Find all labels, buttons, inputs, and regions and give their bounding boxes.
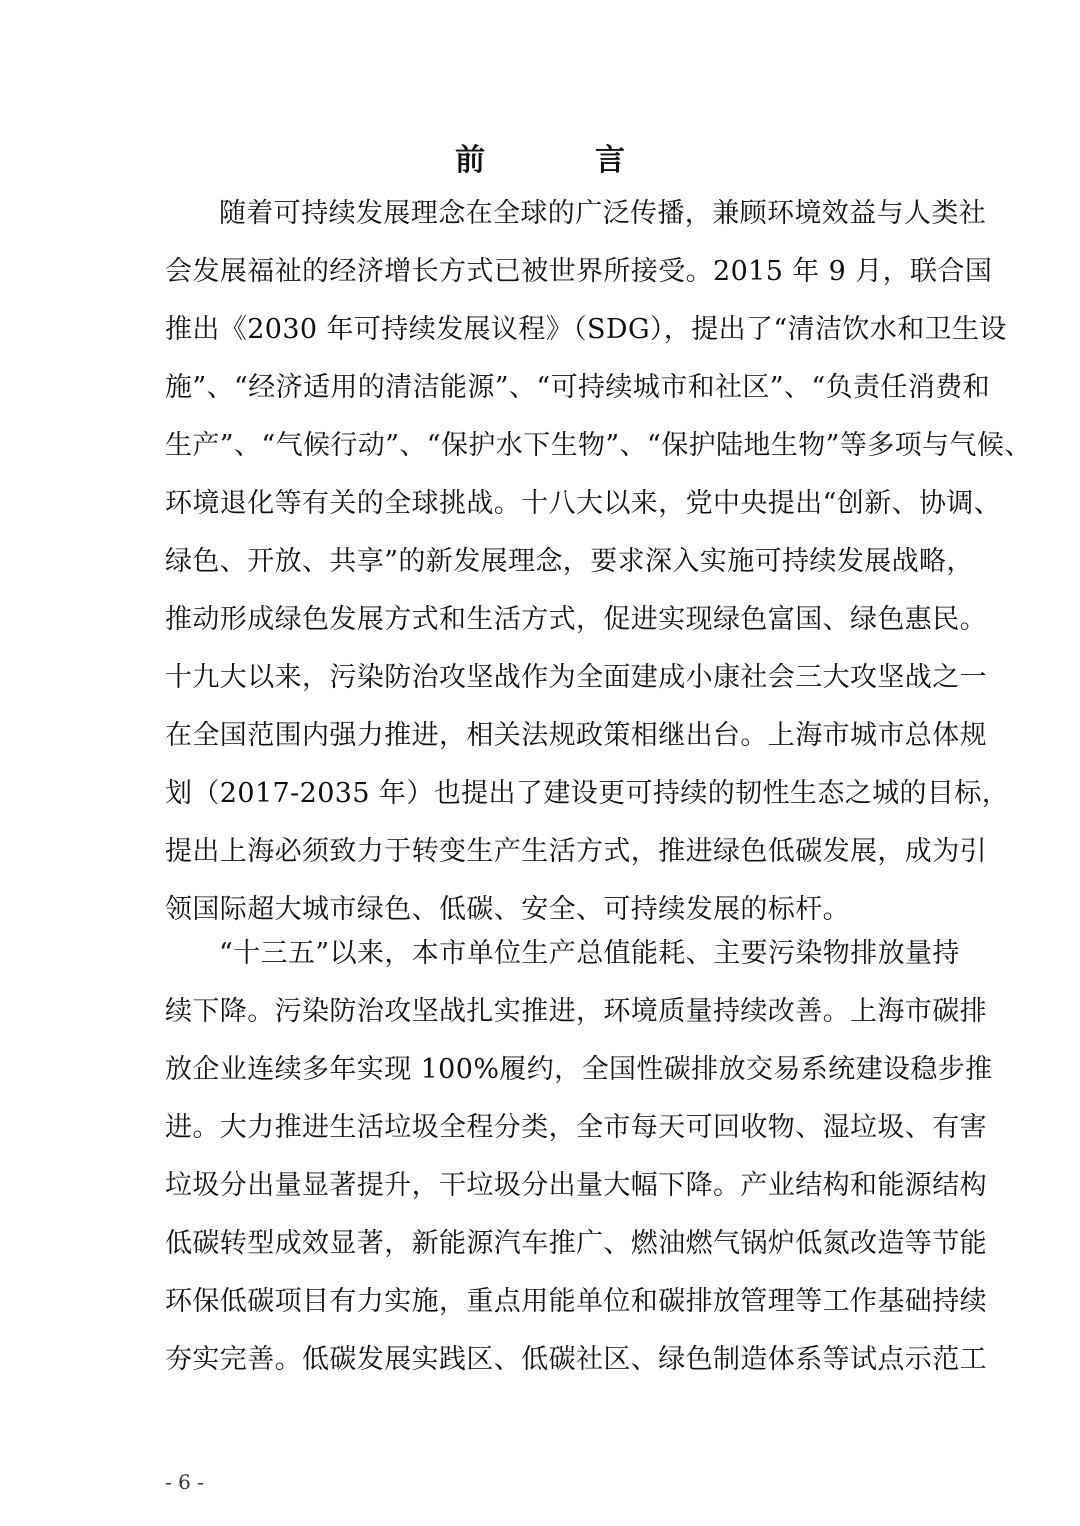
paragraph-line: 垃圾分出量显著提升，干垃圾分出量大幅下降。产业结构和能源结构 <box>165 1170 987 1201</box>
paragraph-line: 推出《2030 年可持续发展议程》（SDG），提出了“清洁饮水和卫生设 <box>165 314 1007 345</box>
page-number: - 6 - <box>165 1470 204 1494</box>
paragraph-line: 绿色、开放、共享”的新发展理念，要求深入实施可持续发展战略， <box>165 546 974 577</box>
paragraph-line: “十三五”以来，本市单位生产总值能耗、主要污染物排放量持 <box>219 938 960 969</box>
paragraph-line: 提出上海必须致力于转变生产生活方式，推进绿色低碳发展，成为引 <box>165 836 987 867</box>
paragraph-1 <box>165 185 1032 939</box>
paragraph-line: 续下降。污染防治攻坚战扎实推进，环境质量持续改善。上海市碳排 <box>165 996 987 1027</box>
paragraph-line: 会发展福祉的经济增长方式已被世界所接受。2015 年 9 月，联合国 <box>165 256 993 287</box>
page-title: 前 言 <box>455 143 665 178</box>
paragraph-line: 夯实完善。低碳发展实践区、低碳社区、绿色制造体系等试点示范工 <box>165 1344 987 1375</box>
paragraph-line: 推动形成绿色发展方式和生活方式，促进实现绿色富国、绿色惠民。 <box>165 604 987 635</box>
paragraph-line: 十九大以来，污染防治攻坚战作为全面建成小康社会三大攻坚战之一 <box>165 662 987 693</box>
paragraph-line: 领国际超大城市绿色、低碳、安全、可持续发展的标杆。 <box>165 894 850 925</box>
paragraph-line: 随着可持续发展理念在全球的广泛传播，兼顾环境效益与人类社 <box>219 198 987 229</box>
paragraph-line: 生产”、“气候行动”、“保护水下生物”、“保护陆地生物”等多项与气候、 <box>165 430 1032 461</box>
paragraph-line: 放企业连续多年实现 100%履约，全国性碳排放交易系统建设稳步推 <box>165 1054 993 1085</box>
paragraph-line: 环保低碳项目有力实施，重点用能单位和碳排放管理等工作基础持续 <box>165 1286 987 1317</box>
paragraph-line: 施”、“经济适用的清洁能源”、“可持续城市和社区”、“负责任消费和 <box>165 372 991 403</box>
paragraph-line: 低碳转型成效显著，新能源汽车推广、燃油燃气锅炉低氮改造等节能 <box>165 1228 987 1259</box>
paragraph-line: 在全国范围内强力推进，相关法规政策相继出台。上海市城市总体规 <box>165 720 987 751</box>
paragraph-line: 划（2017-2035 年）也提出了建设更可持续的韧性生态之城的目标， <box>165 778 1010 809</box>
paragraph-line: 环境退化等有关的全球挑战。十八大以来，党中央提出“创新、协调、 <box>165 488 1002 519</box>
paragraph-2 <box>165 925 993 1389</box>
paragraph-line: 进。大力推进生活垃圾全程分类，全市每天可回收物、湿垃圾、有害 <box>165 1112 987 1143</box>
